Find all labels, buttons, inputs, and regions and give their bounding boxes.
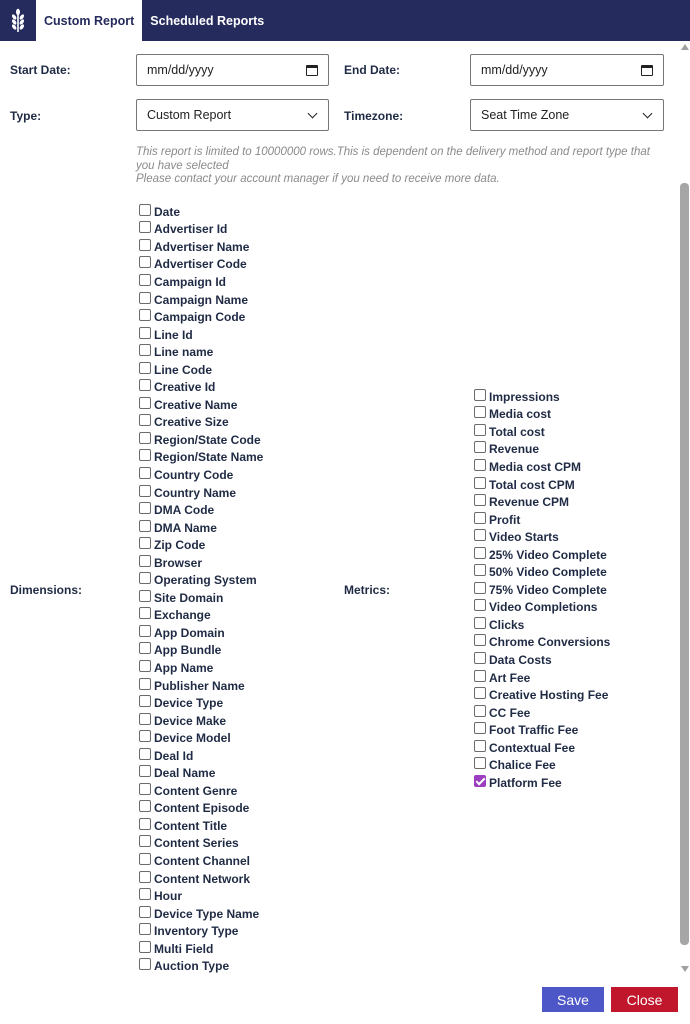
checkbox[interactable] <box>474 740 486 752</box>
scroll-down-arrow-icon[interactable] <box>681 966 689 972</box>
checkbox[interactable] <box>139 221 151 233</box>
chevron-down-icon <box>643 108 653 118</box>
row-limit-note <box>136 146 671 187</box>
metric-item-label[interactable]: Video Completions <box>489 600 598 615</box>
metric-item[interactable] <box>474 476 610 494</box>
metric-item[interactable] <box>474 546 610 564</box>
dimension-item-label[interactable]: App Name <box>154 660 214 675</box>
dimension-item-label[interactable]: Zip Code <box>154 538 206 553</box>
checkbox[interactable] <box>474 424 486 436</box>
metric-item-label[interactable]: Media cost <box>489 407 552 422</box>
dimension-item-label[interactable]: Content Episode <box>154 801 250 816</box>
dimension-item[interactable] <box>139 712 263 730</box>
metric-item[interactable] <box>474 651 610 669</box>
dimension-item[interactable] <box>139 554 263 572</box>
checkbox[interactable] <box>474 406 486 418</box>
metrics-label: Metrics: <box>344 583 391 597</box>
dimension-item-label[interactable]: Creative Name <box>154 397 238 412</box>
metric-item[interactable] <box>474 493 610 511</box>
metric-item-label[interactable]: Total cost <box>489 424 545 439</box>
checkbox[interactable] <box>139 256 151 268</box>
metric-item-label[interactable]: Creative Hosting Fee <box>489 688 609 703</box>
checkbox[interactable] <box>139 923 151 935</box>
dimension-item-label[interactable]: Deal Name <box>154 766 216 781</box>
row-limit-note-line2: Please contact your account manager if you need to receive more data. <box>136 173 500 185</box>
dimension-item-label[interactable]: DMA Name <box>154 520 217 535</box>
metric-item[interactable] <box>474 423 610 441</box>
checkbox[interactable] <box>474 722 486 734</box>
checkbox[interactable] <box>474 670 486 682</box>
dimension-item-label[interactable]: Region/State Name <box>154 450 264 465</box>
dimension-item-label[interactable]: Country Code <box>154 467 234 482</box>
checkbox[interactable] <box>139 958 151 970</box>
metric-item[interactable] <box>474 441 610 459</box>
dimension-item-label[interactable]: Device Model <box>154 731 231 746</box>
dimensions-label: Dimensions: <box>10 583 83 597</box>
metric-item[interactable] <box>474 528 610 546</box>
checkbox[interactable] <box>139 765 151 777</box>
metric-item[interactable] <box>474 739 610 757</box>
wheat-logo-icon <box>8 8 28 34</box>
checkbox[interactable] <box>474 512 486 524</box>
metric-item-label[interactable]: Platform Fee <box>489 775 562 790</box>
checkbox[interactable] <box>139 520 151 532</box>
checkbox[interactable] <box>474 529 486 541</box>
tab-scheduled-reports[interactable]: Scheduled Reports <box>150 13 265 28</box>
metric-item[interactable] <box>474 756 610 774</box>
dimension-item-label[interactable]: Hour <box>154 889 182 904</box>
checkbox[interactable] <box>139 397 151 409</box>
type-select[interactable] <box>136 99 329 131</box>
dimension-item[interactable] <box>139 449 263 467</box>
start-date-input[interactable] <box>136 54 329 86</box>
dimension-item[interactable] <box>139 396 263 414</box>
dimension-item-label[interactable]: Country Name <box>154 485 237 500</box>
checkbox[interactable] <box>139 590 151 602</box>
dimension-item-label[interactable]: Deal Id <box>154 748 194 763</box>
dimension-item-label[interactable]: Creative Size <box>154 415 229 430</box>
checkbox[interactable] <box>139 362 151 374</box>
dimension-item[interactable] <box>139 291 263 309</box>
checkbox[interactable] <box>139 485 151 497</box>
checkbox[interactable] <box>139 327 151 339</box>
checkbox[interactable] <box>474 617 486 629</box>
checkbox[interactable] <box>139 292 151 304</box>
checkbox[interactable] <box>139 678 151 690</box>
metric-item-label[interactable]: Chalice Fee <box>489 758 556 773</box>
dimension-item[interactable] <box>139 273 263 291</box>
dimension-item[interactable] <box>139 800 263 818</box>
dimension-item-label[interactable]: Line name <box>154 345 214 360</box>
dimension-item-label[interactable]: Site Domain <box>154 590 224 605</box>
checkbox[interactable] <box>139 204 151 216</box>
metric-item-label[interactable]: Foot Traffic Fee <box>489 723 579 738</box>
dimension-item[interactable] <box>139 765 263 783</box>
dimension-item[interactable] <box>139 519 263 537</box>
dimension-item[interactable] <box>139 378 263 396</box>
checkbox[interactable] <box>139 607 151 619</box>
type-selected-value: Custom Report <box>147 108 232 122</box>
checkbox[interactable] <box>139 572 151 584</box>
checkbox[interactable] <box>139 888 151 900</box>
checkbox[interactable] <box>139 432 151 444</box>
dimension-item[interactable] <box>139 501 263 519</box>
checkbox[interactable] <box>139 625 151 637</box>
dimension-item[interactable] <box>139 835 263 853</box>
dimension-item-label[interactable]: DMA Code <box>154 503 215 518</box>
dimension-item[interactable] <box>139 870 263 888</box>
chevron-down-icon <box>308 108 318 118</box>
metric-item[interactable] <box>474 721 610 739</box>
calendar-icon[interactable] <box>306 65 318 76</box>
metric-item[interactable] <box>474 704 610 722</box>
dimension-item-label[interactable]: Multi Field <box>154 941 214 956</box>
checkbox[interactable] <box>139 783 151 795</box>
row-limit-note-line1: This report is limited to 10000000 rows.This is dependent on the delivery method and report type that you have selected <box>136 146 650 172</box>
dimension-item[interactable] <box>139 905 263 923</box>
metric-item[interactable] <box>474 669 610 687</box>
dimension-item-label[interactable]: Operating System <box>154 573 257 588</box>
metric-item[interactable] <box>474 686 610 704</box>
dimension-item[interactable] <box>139 571 263 589</box>
dimension-item-label[interactable]: Device Type <box>154 696 224 711</box>
timezone-select[interactable] <box>470 99 664 131</box>
checkbox[interactable] <box>474 599 486 611</box>
checkbox[interactable] <box>474 477 486 489</box>
metric-item[interactable] <box>474 406 610 424</box>
dimension-item-label[interactable]: Campaign Name <box>154 292 249 307</box>
metric-item-label[interactable]: CC Fee <box>489 705 531 720</box>
dimension-item-label[interactable]: Creative Id <box>154 380 216 395</box>
calendar-icon[interactable] <box>641 65 653 76</box>
checkbox[interactable] <box>139 537 151 549</box>
dimension-item-label[interactable]: Device Type Name <box>154 906 260 921</box>
checkbox[interactable] <box>474 687 486 699</box>
metric-item-label[interactable]: Clicks <box>489 617 525 632</box>
timezone-label: Timezone: <box>344 109 404 123</box>
dimension-item-label[interactable]: Date <box>154 204 181 219</box>
checkbox[interactable] <box>474 441 486 453</box>
metric-item[interactable] <box>474 634 610 652</box>
dimension-item[interactable] <box>139 624 263 642</box>
dimension-item-label[interactable]: Inventory Type <box>154 924 239 939</box>
dimension-item[interactable] <box>139 817 263 835</box>
metric-item-label[interactable]: Revenue CPM <box>489 495 570 510</box>
dimension-item-label[interactable]: Publisher Name <box>154 678 245 693</box>
dimension-item-label[interactable]: Campaign Id <box>154 274 227 289</box>
dimension-item-label[interactable]: Line Code <box>154 362 213 377</box>
dimension-item[interactable] <box>139 414 263 432</box>
dimension-item[interactable] <box>139 484 263 502</box>
checkbox[interactable] <box>474 652 486 664</box>
dimension-item-label[interactable]: Content Series <box>154 836 239 851</box>
dimension-item-label[interactable]: Exchange <box>154 608 211 623</box>
dimension-item[interactable] <box>139 343 263 361</box>
checkbox[interactable] <box>139 818 151 830</box>
checkbox[interactable] <box>474 757 486 769</box>
metric-item[interactable] <box>474 511 610 529</box>
dimension-item[interactable] <box>139 536 263 554</box>
dimension-item[interactable] <box>139 642 263 660</box>
start-date-value: mm/dd/yyyy <box>147 63 214 77</box>
checkbox[interactable] <box>474 494 486 506</box>
checkbox[interactable] <box>139 748 151 760</box>
metric-item-label[interactable]: Chrome Conversions <box>489 635 611 650</box>
checkbox[interactable] <box>139 344 151 356</box>
dimension-item-label[interactable]: Campaign Code <box>154 310 246 325</box>
checkbox[interactable] <box>139 309 151 321</box>
checkbox[interactable] <box>139 800 151 812</box>
metric-item[interactable] <box>474 563 610 581</box>
metric-item-label[interactable]: Profit <box>489 512 521 527</box>
dimension-item-label[interactable]: Auction Type <box>154 959 230 974</box>
dimension-item-label[interactable]: Advertiser Code <box>154 257 247 272</box>
checkbox[interactable] <box>139 239 151 251</box>
dimension-item[interactable] <box>139 221 263 239</box>
dimension-item-label[interactable]: Content Genre <box>154 783 238 798</box>
dimension-item[interactable] <box>139 238 263 256</box>
checkbox-checked[interactable] <box>474 775 486 787</box>
dimension-item[interactable] <box>139 203 263 221</box>
metric-item-label[interactable]: 25% Video Complete <box>489 547 607 562</box>
top-nav-bar <box>0 0 690 41</box>
dimension-item[interactable] <box>139 659 263 677</box>
save-button[interactable]: Save <box>542 987 604 1012</box>
metric-item[interactable] <box>474 774 610 792</box>
checkbox[interactable] <box>139 414 151 426</box>
checkbox[interactable] <box>474 459 486 471</box>
checkbox[interactable] <box>139 730 151 742</box>
checkbox[interactable] <box>139 853 151 865</box>
checkbox[interactable] <box>474 547 486 559</box>
checkbox[interactable] <box>139 713 151 725</box>
metric-item-label[interactable]: Revenue <box>489 442 540 457</box>
timezone-selected-value: Seat Time Zone <box>481 108 570 122</box>
dimension-item-label[interactable]: Line Id <box>154 327 193 342</box>
checkbox[interactable] <box>139 379 151 391</box>
close-button[interactable]: Close <box>611 987 678 1012</box>
scrollbar-thumb[interactable] <box>680 183 689 945</box>
metric-item[interactable] <box>474 458 610 476</box>
checkbox[interactable] <box>139 502 151 514</box>
dimension-item[interactable] <box>139 589 263 607</box>
metric-item-label[interactable]: 75% Video Complete <box>489 582 607 597</box>
scroll-up-arrow-icon[interactable] <box>681 44 689 50</box>
app-logo[interactable] <box>0 0 36 41</box>
dimension-item-label[interactable]: Advertiser Id <box>154 222 228 237</box>
checkbox[interactable] <box>139 941 151 953</box>
end-date-label: End Date: <box>344 63 401 77</box>
start-date-label: Start Date: <box>10 63 71 77</box>
metric-item-label[interactable]: 50% Video Complete <box>489 565 607 580</box>
dimension-item[interactable] <box>139 747 263 765</box>
dimension-item-label[interactable]: Device Make <box>154 713 227 728</box>
metric-item-label[interactable]: Total cost CPM <box>489 477 575 492</box>
type-label: Type: <box>10 109 42 123</box>
metric-item[interactable] <box>474 599 610 617</box>
end-date-input[interactable] <box>470 54 664 86</box>
checkbox[interactable] <box>139 871 151 883</box>
dimension-item[interactable] <box>139 607 263 625</box>
dimension-item-label[interactable]: App Bundle <box>154 643 222 658</box>
dimension-item-label[interactable]: Content Network <box>154 871 250 886</box>
dimension-item[interactable] <box>139 922 263 940</box>
metric-item[interactable] <box>474 616 610 634</box>
checkbox[interactable] <box>474 389 486 401</box>
metric-item-label[interactable]: Impressions <box>489 389 560 404</box>
metric-item-label[interactable]: Data Costs <box>489 652 552 667</box>
dimension-item[interactable] <box>139 256 263 274</box>
dimensions-checkbox-list <box>139 203 263 975</box>
dimension-item[interactable] <box>139 308 263 326</box>
checkbox[interactable] <box>139 642 151 654</box>
checkbox[interactable] <box>139 449 151 461</box>
checkbox[interactable] <box>139 906 151 918</box>
metric-item-label[interactable]: Art Fee <box>489 670 531 685</box>
checkbox[interactable] <box>139 555 151 567</box>
dimension-item[interactable] <box>139 466 263 484</box>
checkbox[interactable] <box>474 634 486 646</box>
dimension-item-label[interactable]: Browser <box>154 555 203 570</box>
dimension-item[interactable] <box>139 852 263 870</box>
checkbox[interactable] <box>474 582 486 594</box>
dimension-item[interactable] <box>139 431 263 449</box>
tab-custom-report[interactable]: Custom Report <box>36 0 142 41</box>
checkbox[interactable] <box>139 660 151 672</box>
metric-item-label[interactable]: Video Starts <box>489 530 559 545</box>
dimension-item[interactable] <box>139 729 263 747</box>
metrics-checkbox-list <box>474 388 610 792</box>
dimension-item-label[interactable]: Region/State Code <box>154 432 261 447</box>
dimension-item-label[interactable]: App Domain <box>154 625 225 640</box>
end-date-value: mm/dd/yyyy <box>481 63 548 77</box>
metric-item[interactable] <box>474 581 610 599</box>
dimension-item-label[interactable]: Content Channel <box>154 854 250 868</box>
metric-item[interactable] <box>474 388 610 406</box>
dimension-item[interactable] <box>139 326 263 344</box>
checkbox[interactable] <box>474 705 486 717</box>
dimension-item[interactable] <box>139 677 263 695</box>
metric-item-label[interactable]: Contextual Fee <box>489 740 576 755</box>
checkbox[interactable] <box>474 564 486 576</box>
dimension-item[interactable] <box>139 940 263 958</box>
dimension-item[interactable] <box>139 887 263 905</box>
dimension-item-label[interactable]: Content Title <box>154 818 228 833</box>
checkbox[interactable] <box>139 835 151 847</box>
dimension-item[interactable] <box>139 958 263 976</box>
checkbox[interactable] <box>139 695 151 707</box>
dimension-item-label[interactable]: Advertiser Name <box>154 239 250 254</box>
dimension-item[interactable] <box>139 694 263 712</box>
checkbox[interactable] <box>139 467 151 479</box>
metric-item-label[interactable]: Media cost CPM <box>489 459 582 474</box>
dimension-item[interactable] <box>139 782 263 800</box>
checkbox[interactable] <box>139 274 151 286</box>
dimension-item[interactable] <box>139 361 263 379</box>
